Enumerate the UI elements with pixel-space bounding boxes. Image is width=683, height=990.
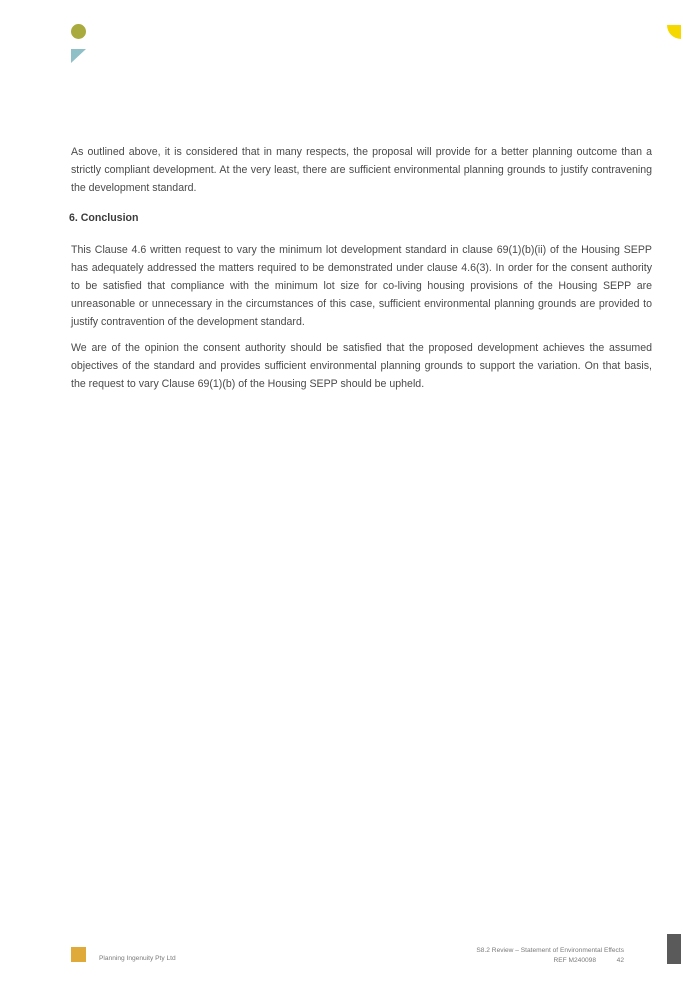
body-paragraph: As outlined above, it is considered that in many respects, the proposal will provide for a better planning outcome than a strictly compliant development. At the very least, there are sufficient environmental planning grounds to justify contravening the development standard. bbox=[71, 146, 652, 194]
footer-document-info bbox=[364, 946, 624, 966]
section-heading: 6. Conclusion bbox=[69, 212, 139, 224]
footer-gold-square bbox=[71, 947, 86, 962]
document-body bbox=[71, 143, 652, 401]
footer-grey-bar bbox=[667, 934, 681, 964]
footer-company-name: Planning Ingenuity Pty Ltd bbox=[99, 955, 176, 962]
teal-triangle-decoration bbox=[71, 49, 86, 63]
body-paragraph: This Clause 4.6 written request to vary the minimum lot development standard in clause 69(1)(b)(ii) of the Housing SEPP has adequately addressed the matters required to be demonstrated under clause 4.6(3). In order for the consent authority to be satisfied that compliance with the minimum lot size for co-living housing provisions of the Housing SEPP are unreasonable or unnecessary in the circumstances of this case, sufficient environmental planning grounds are provided to justify contravention of the development standard. bbox=[71, 244, 652, 328]
olive-circle-decoration bbox=[71, 24, 86, 39]
footer-document-title: S8.2 Review – Statement of Environmental Effects bbox=[476, 947, 624, 954]
footer-reference: REF M240098 bbox=[553, 957, 596, 964]
page-number: 42 bbox=[616, 957, 624, 964]
yellow-corner-decoration bbox=[667, 25, 681, 39]
body-paragraph: We are of the opinion the consent authority should be satisfied that the proposed development achieves the assumed objectives of the standard and provides sufficient environmental planning grounds to support the variation. On that basis, the request to vary Clause 69(1)(b) of the Housing SEPP should be upheld. bbox=[71, 342, 652, 390]
